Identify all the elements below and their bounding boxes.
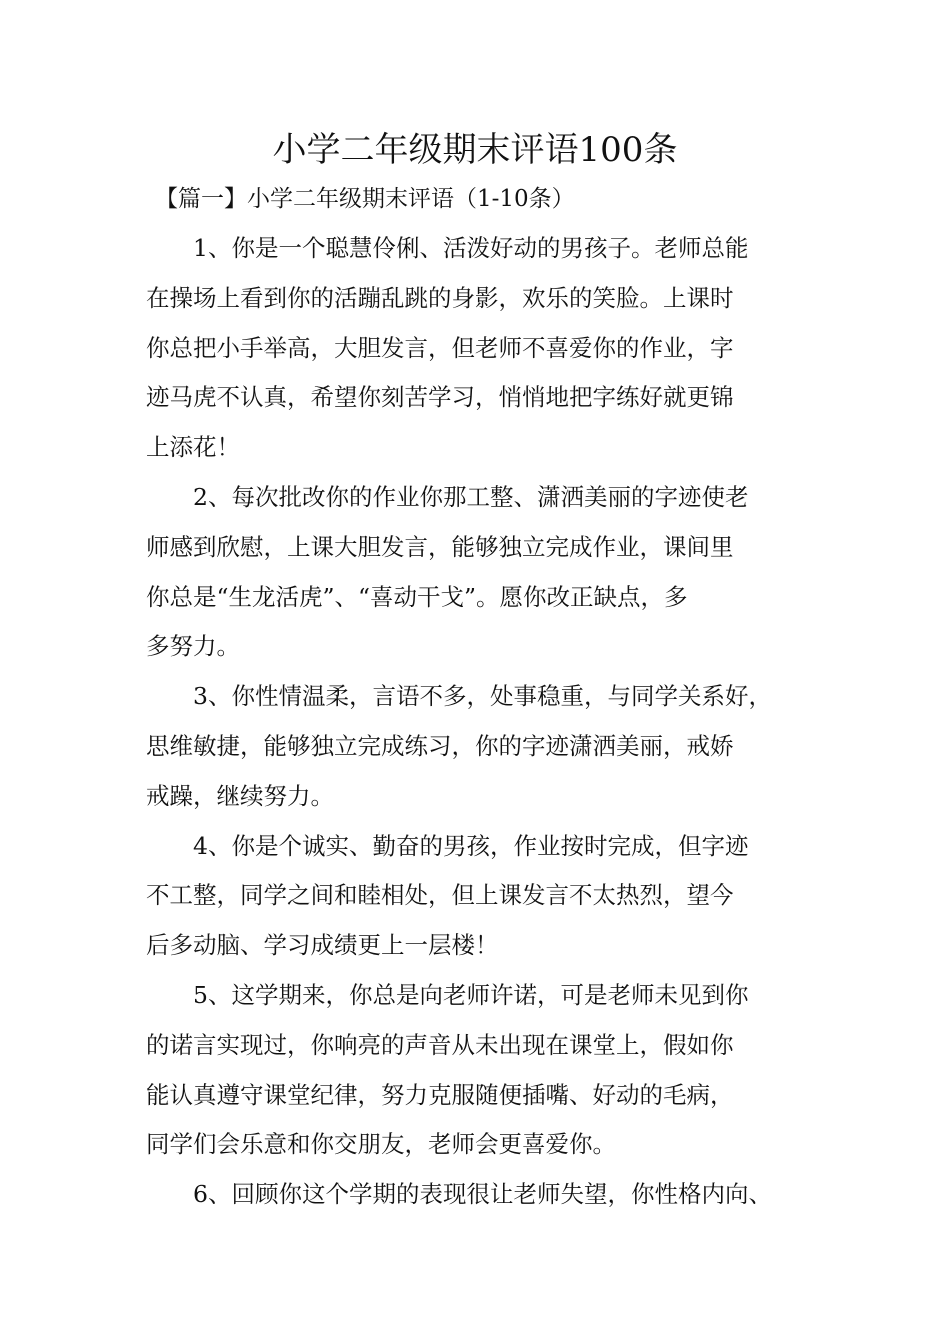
paragraph-line: 2、每次批改你的作业你那工整、潇洒美丽的字迹使老 (193, 482, 749, 511)
paragraph-line: 1、你是一个聪慧伶俐、活泼好动的男孩子。老师总能 (193, 234, 749, 262)
paragraph-line: 多努力。 (146, 632, 240, 661)
paragraph (146, 224, 836, 473)
paragraph-line: 戒躁，继续努力。 (146, 781, 334, 810)
paragraph (146, 822, 836, 971)
paragraph-line: 在操场上看到你的活蹦乱跳的身影，欢乐的笑脸。上课时 (146, 283, 734, 312)
paragraph-line: 后多动脑、学习成绩更上一层楼！ (146, 931, 499, 960)
paragraph (146, 672, 836, 821)
paragraph-line: 的诺言实现过，你响亮的声音从未出现在课堂上，假如你 (146, 1030, 734, 1059)
paragraph-line: 你总把小手举高，大胆发言，但老师不喜爱你的作业，字 (146, 333, 734, 362)
paragraph-line: 同学们会乐意和你交朋友，老师会更喜爱你。 (146, 1130, 616, 1159)
paragraph (146, 473, 836, 672)
paragraph-line: 思维敏捷，能够独立完成练习，你的字迹潇洒美丽，戒娇 (146, 731, 734, 760)
paragraph-line: 3、你性情温柔，言语不多，处事稳重，与同学关系好， (193, 682, 772, 711)
document-title: 小学二年级期末评语100条 (272, 130, 678, 170)
paragraph-line: 5、这学期来，你总是向老师许诺，可是老师未见到你 (193, 980, 749, 1009)
paragraph-line: 不工整，同学之间和睦相处，但上课发言不太热烈，望今 (146, 881, 734, 910)
paragraph-line: 6、回顾你这个学期的表现很让老师失望，你性格内向、 (193, 1180, 772, 1209)
document-body (146, 224, 836, 1220)
paragraph-line: 你总是“生龙活虎”、“喜动干戈”。愿你改正缺点，多 (146, 582, 688, 611)
paragraph-line: 4、你是个诚实、勤奋的男孩，作业按时完成，但字迹 (193, 831, 749, 860)
paragraph-line: 能认真遵守课堂纪律，努力克服随便插嘴、好动的毛病， (146, 1080, 734, 1109)
paragraph-line: 上添花！ (146, 433, 240, 462)
section-heading: 【篇一】小学二年级期末评语（1-10条） (155, 186, 575, 212)
paragraph (146, 971, 836, 1170)
paragraph-line: 师感到欣慰，上课大胆发言，能够独立完成作业，课间里 (146, 532, 734, 561)
paragraph-line: 迹马虎不认真，希望你刻苦学习，悄悄地把字练好就更锦 (146, 383, 734, 412)
paragraph (146, 1170, 836, 1220)
